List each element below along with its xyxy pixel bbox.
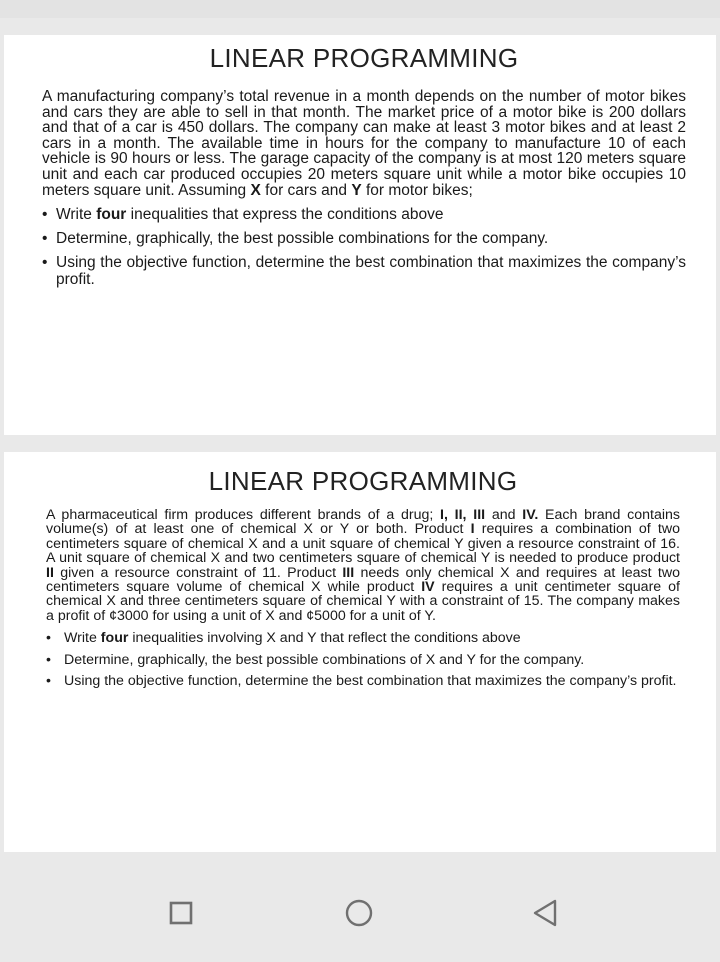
slide-title: LINEAR PROGRAMMING	[208, 466, 518, 496]
text-run: Determine, graphically, the best possible combinations of X and Y for the company.	[64, 651, 585, 668]
text-run: inequalities involving X and Y that reflect the conditions above	[128, 630, 521, 647]
system-navigation-bar	[0, 856, 720, 962]
emphasis-text: four	[100, 630, 129, 647]
recent-apps-button[interactable]	[164, 896, 198, 930]
square-icon	[168, 900, 194, 926]
task-list	[46, 631, 680, 690]
text-run: inequalities that express the conditions above	[126, 206, 444, 224]
text-run: for cars and	[260, 181, 352, 199]
emphasis-text: IV.	[522, 507, 539, 523]
task-text	[64, 630, 521, 646]
text-run: Write	[56, 206, 97, 224]
emphasis-text: Y	[351, 181, 362, 199]
back-button[interactable]	[528, 896, 562, 930]
bullet-icon: •	[42, 254, 48, 272]
slide-2	[4, 452, 716, 852]
emphasis-text: I	[470, 521, 475, 538]
bullet-icon: •	[42, 206, 48, 224]
task-list	[42, 206, 686, 288]
text-run: for motor bikes;	[361, 181, 473, 199]
triangle-back-icon	[531, 898, 559, 928]
home-button[interactable]	[342, 896, 376, 930]
text-run: Determine, graphically, the best possible combinations for the company.	[56, 230, 549, 248]
task-text	[56, 206, 443, 223]
problem-paragraph	[42, 89, 686, 198]
task-text	[64, 652, 584, 668]
circle-icon	[344, 898, 374, 928]
text-run: Write	[64, 630, 101, 647]
task-item	[46, 631, 680, 647]
text-run: requires a combination of two centimeters square of chemical X and a unit square of chemical Y given a resource constraint of 16. A unit square of chemical X and two centimeters square of chemical Y is needed to produce product	[46, 521, 680, 567]
task-text	[56, 230, 548, 247]
emphasis-text: II	[46, 564, 54, 581]
text-run: A manufacturing company’s total revenue in a month depends on the number of motor bikes and cars they are able to sell in that month. The market price of a motor bike is 200 dollars and that of a car is 450 dollars. The company can make at least 3 motor bikes and at least 2 cars in a month. The available time in hours for the company to manufacture 10 of each vehicle is 90 hours or less. The garage capacity of the company is at most 120 meters square unit and each car produced occupies 20 meters square unit while a motor bike occupies 10 meters square unit. Assuming	[42, 88, 686, 199]
emphasis-text: X	[250, 181, 261, 199]
emphasis-text: III	[342, 564, 355, 581]
emphasis-text: IV	[421, 579, 435, 596]
slide-1	[4, 35, 716, 435]
bullet-icon: •	[46, 673, 51, 690]
problem-paragraph	[46, 508, 680, 623]
text-run: needs only chemical X and requires at least two centimeters square volume of chemical X while product	[46, 564, 680, 596]
task-item	[46, 674, 680, 690]
task-text	[64, 673, 676, 689]
text-run: Using the objective function, determine the best combination that maximizes the company’s profit.	[64, 673, 677, 690]
text-run: and	[485, 507, 523, 523]
bullet-icon: •	[46, 630, 51, 647]
bullet-icon: •	[46, 651, 51, 668]
text-run: given a resource constraint of 11. Product	[53, 564, 343, 581]
text-run: requires a unit centimeter square of chemical X and three centimeters square of chemical Y with a constraint of 15. The company makes a profit of ¢3000 for using a unit of X and ¢5000 for a unit of Y.	[46, 579, 680, 624]
emphasis-text: four	[96, 206, 127, 224]
task-item	[42, 254, 686, 288]
task-item	[46, 653, 680, 669]
bullet-icon: •	[42, 230, 48, 248]
task-item	[42, 206, 686, 223]
emphasis-text: I, II, III	[440, 507, 486, 523]
slide-title: LINEAR PROGRAMMING	[209, 43, 519, 73]
task-item	[42, 230, 686, 247]
text-run: Using the objective function, determine the best combination that maximizes the company’s profit.	[56, 254, 686, 289]
task-text	[56, 254, 686, 288]
top-strip	[0, 0, 720, 18]
text-run: Each brand contains volume(s) of at least one of chemical X or Y or both. Product	[46, 507, 680, 538]
text-run: A pharmaceutical firm produces different brands of a drug;	[46, 507, 441, 523]
